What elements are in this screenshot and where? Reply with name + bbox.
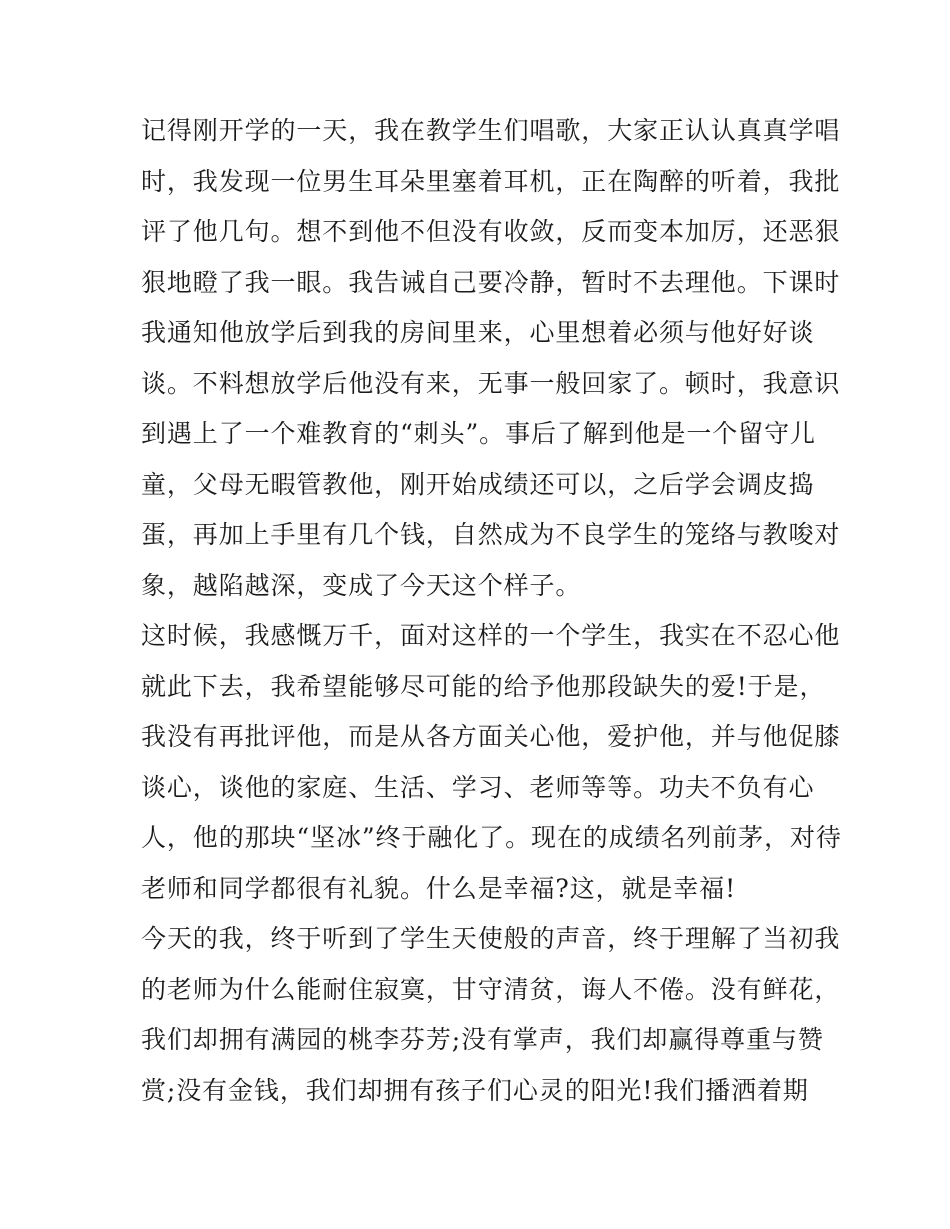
- body-text: [141, 106, 842, 1116]
- text-line: 到遇上了一个难教育的“刺头”。事后了解到他是一个留守儿: [141, 419, 816, 448]
- text-line: 我没有再批评他，而是从各方面关心他，爱护他，并与他促膝: [141, 722, 841, 751]
- text-line: 记得刚开学的一天，我在教学生们唱歌，大家正认认真真学唱: [141, 116, 841, 145]
- text-line: 今天的我，终于听到了学生天使般的声音，终于理解了当初我: [141, 924, 841, 953]
- text-line: 这时候，我感慨万千，面对这样的一个学生，我实在不忍心他: [141, 621, 841, 650]
- text-line: 人，他的那块“坚冰”终于融化了。现在的成绩名列前茅，对待: [141, 823, 842, 852]
- text-line: 赏;没有金钱，我们却拥有孩子们心灵的阳光!我们播洒着期: [141, 1075, 809, 1105]
- text-line: 就此下去，我希望能够尽可能的给予他那段缺失的爱!于是，: [141, 671, 826, 701]
- text-line: 谈。不料想放学后他没有来，无事一般回家了。顿时，我意识: [141, 368, 841, 398]
- text-line: 狠地瞪了我一眼。我告诫自己要冷静，暂时不去理他。下课时: [141, 267, 841, 297]
- text-line: 我通知他放学后到我的房间里来，心里想着必须与他好好谈: [141, 318, 815, 347]
- text-line: 象，越陷越深，变成了今天这个样子。: [141, 570, 582, 600]
- text-line: 我们却拥有满园的桃李芬芳;没有掌声，我们却赢得尊重与赞: [141, 1025, 824, 1054]
- text-line: 评了他几句。想不到他不但没有收敛，反而变本加厉，还恶狠: [141, 217, 841, 246]
- text-line: 谈心，谈他的家庭、生活、学习、老师等等。功夫不负有心: [141, 772, 815, 802]
- text-line: 老师和同学都很有礼貌。什么是幸福?这，就是幸福!: [141, 873, 737, 903]
- text-line: 蛋，再加上手里有几个钱，自然成为不良学生的笼络与教唆对: [141, 520, 841, 549]
- text-line: 时，我发现一位男生耳朵里塞着耳机，正在陶醉的听着，我批: [141, 166, 841, 196]
- text-line: 的老师为什么能耐住寂寞，甘守清贫，诲人不倦。没有鲜花，: [141, 974, 841, 1004]
- text-line: 童，父母无暇管教他，刚开始成绩还可以，之后学会调皮捣: [141, 469, 815, 499]
